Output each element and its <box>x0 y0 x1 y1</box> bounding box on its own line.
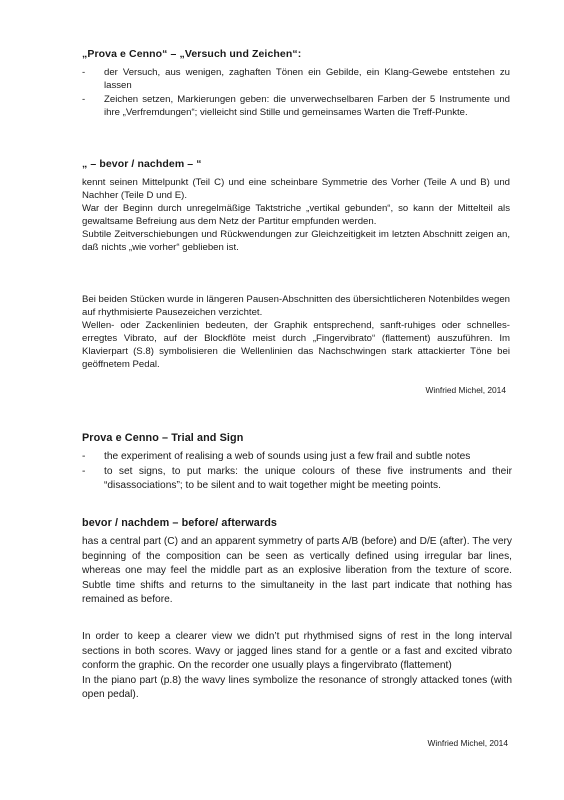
en-bevor-heading: bevor / nachdem – before/ afterwards <box>82 517 278 529</box>
list-item <box>82 450 512 464</box>
dash-bullet: - <box>82 466 86 477</box>
de-signature: Winfried Michel, 2014 <box>425 385 506 395</box>
list-item <box>82 465 512 493</box>
de-notes-paragraph-1: Bei beiden Stücken wurde in längeren Pausen-Abschnitten des übersichtlicheren Notenbildes wegen auf rhythmisierte Pausezeichen verzichtet. <box>82 294 510 318</box>
de-bevor-paragraph-1: kennt seinen Mittelpunkt (Teil C) und eine scheinbare Symmetrie des Vorher (Teile A und B) und Nachher (Teile D und E). <box>82 177 510 201</box>
de-bevor-paragraph-2: War der Beginn durch unregelmäßige Taktstriche „vertikal gebunden“, so kann der Mittelteil als gewaltsame Befreiung aus dem Netz der Partitur empfunden werden. <box>82 203 510 227</box>
dash-bullet: - <box>82 67 86 78</box>
en-prova-item-2: to set signs, to put marks: the unique colours of these five instruments and their “disassociations”; to be silent and to wait together might be meeting points. <box>104 466 512 491</box>
en-notes-section <box>82 630 512 703</box>
en-prova-item-1: the experiment of realising a web of sounds using just a few frail and subtle notes <box>104 451 471 462</box>
list-item <box>82 66 510 92</box>
de-bevor-paragraph-3: Subtile Zeitverschiebungen und Rückwendungen zur Gleichzeitigkeit im letzten Abschnitt zeigen an, daß nichts „wie vorher“ geblieben ist. <box>82 229 510 253</box>
en-prova-heading: Prova e Cenno – Trial and Sign <box>82 432 244 444</box>
de-notes-paragraph-2: Wellen- oder Zackenlinien bedeuten, der Graphik entsprechend, sanft-ruhiges oder schnelles-erregtes Vibrato, auf der Blockflöte meist durch „Fingervibrato“ (flattement) auszuführen. Im Klavierpart (S.8) symbolisieren die Wellenlinien das Nachschwingen stark attackierter Töne bei geöffnetem Pedal. <box>82 320 510 370</box>
de-prova-section <box>82 48 510 120</box>
en-signature: Winfried Michel, 2014 <box>427 738 508 748</box>
de-bevor-heading: „ – bevor / nachdem – “ <box>82 158 202 170</box>
de-prova-heading: „Prova e Cenno“ – „Versuch und Zeichen“: <box>82 48 302 60</box>
de-signature-wrap <box>82 384 510 397</box>
de-bevor-section <box>82 158 510 254</box>
de-notes-section <box>82 293 510 371</box>
list-item <box>82 93 510 119</box>
en-bevor-paragraph-1: has a central part (C) and an apparent symmetry of parts A/B (before) and D/E (after). The very beginning of the composition can be seen as vertically defined using irregular bar lines, whereas one may feel the middle part as an explosive liberation from the texture of score. Subtle time shifts and returns to the simultaneity in the last part indicate that nothing has remained as before. <box>82 536 512 605</box>
en-bevor-section <box>82 517 512 608</box>
en-prova-section <box>82 432 512 494</box>
de-prova-item-1: der Versuch, aus wenigen, zaghaften Tönen ein Gebilde, ein Klang-Gewebe entstehen zu lassen <box>104 67 510 91</box>
en-prova-list <box>82 450 512 493</box>
en-signature-wrap <box>82 737 512 750</box>
en-notes-paragraph-2: In the piano part (p.8) the wavy lines symbolize the resonance of strongly attacked tones (with open pedal). <box>82 674 512 700</box>
dash-bullet: - <box>82 451 86 462</box>
de-prova-list <box>82 66 510 119</box>
de-prova-item-2: Zeichen setzen, Markierungen geben: die unverwechselbaren Farben der 5 Instrumente und ihre „Verfremdungen“; vielleicht sind Stille und gemeinsames Warten die Treff-Punkte. <box>104 94 510 118</box>
en-notes-paragraph-1: In order to keep a clearer view we didn’t put rhythmised signs of rest in the long interval sections in both scores. Wavy or jagged lines stand for a gentle or a fast and excited vibrato conform the graphic. On the recorder one usually plays a fingervibrato (flattement) <box>82 631 512 671</box>
dash-bullet: - <box>82 94 86 105</box>
